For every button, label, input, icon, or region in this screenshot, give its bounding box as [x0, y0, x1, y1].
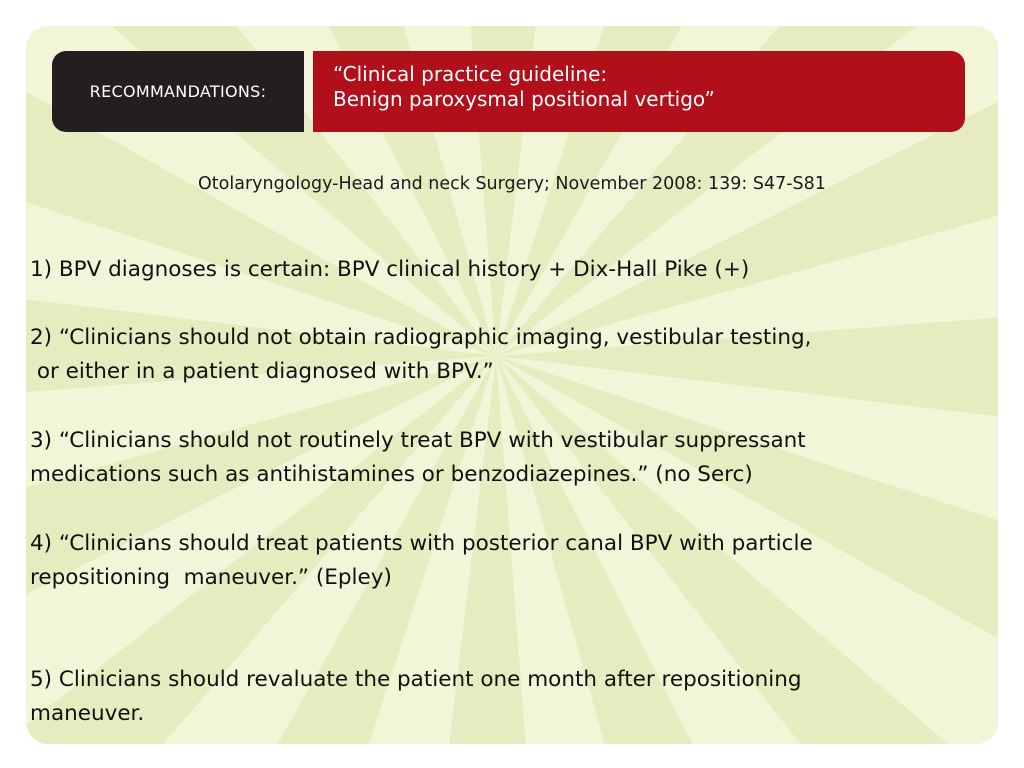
- recommendation-2-line-1: 2) “Clinicians should not obtain radiographic imaging, vestibular testing,: [30, 325, 812, 350]
- recommendation-1-line-1: 1) BPV diagnoses is certain: BPV clinical history + Dix-Hall Pike (+): [30, 257, 750, 282]
- recommendation-3-line-2: medications such as antihistamines or benzodiazepines.” (no Serc): [30, 462, 753, 487]
- guideline-title-line-2: Benign paroxysmal positional vertigo”: [333, 87, 715, 111]
- recommendation-3-line-1: 3) “Clinicians should not routinely treat BPV with vestibular suppressant: [30, 428, 806, 453]
- guideline-title-line-1: “Clinical practice guideline:: [333, 62, 608, 86]
- recommendation-2: [30, 321, 990, 389]
- recommendation-5-line-1: 5) Clinicians should revaluate the patient one month after repositioning: [30, 667, 802, 692]
- recommendation-5: [30, 663, 990, 731]
- journal-citation: Otolaryngology-Head and neck Surgery; November 2008: 139: S47-S81: [198, 174, 826, 194]
- recommendation-3: [30, 424, 990, 492]
- recommendation-2-line-2: or either in a patient diagnosed with BPV.”: [30, 359, 494, 384]
- recommendation-1: [30, 253, 990, 287]
- recommendations-label: RECOMMANDATIONS:: [89, 82, 267, 101]
- recommendation-5-line-2: maneuver.: [30, 701, 145, 726]
- recommendation-4: [30, 527, 990, 595]
- recommendations-label-box: [52, 51, 304, 132]
- recommendation-4-line-2: repositioning maneuver.” (Epley): [30, 565, 392, 590]
- guideline-title-box: [313, 51, 965, 132]
- recommendation-4-line-1: 4) “Clinicians should treat patients with posterior canal BPV with particle: [30, 531, 813, 556]
